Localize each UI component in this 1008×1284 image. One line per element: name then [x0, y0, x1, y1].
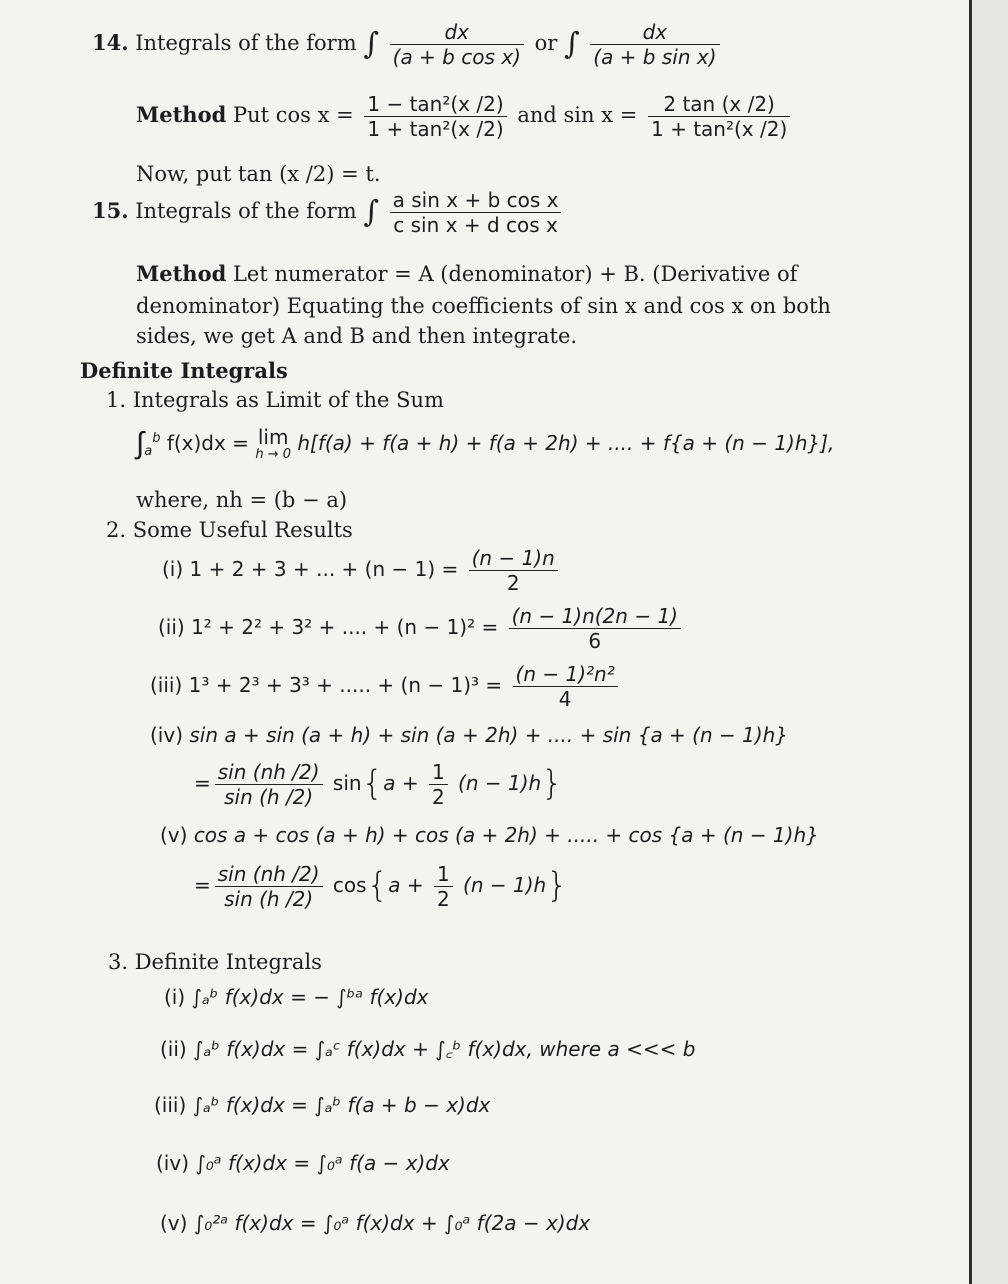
sin-frac-den: 1 + tan²(x /2) [651, 117, 788, 141]
property-iii [154, 1092, 1008, 1119]
sin-frac-num: 2 tan (x /2) [648, 92, 790, 117]
method-label: Method [136, 102, 227, 127]
r5-den: sin (h /2) [224, 887, 314, 911]
item-15-method-line2: denominator) Equating the coefficients of sin x and cos x on both [136, 294, 831, 318]
p5-label: (v) [160, 1211, 188, 1235]
item-14-method [136, 92, 1008, 141]
r5-fn: cos [332, 873, 367, 897]
item15-method-label: Method [136, 261, 227, 286]
section-2-title: 2. Some Useful Results [106, 518, 353, 542]
r3-den: 4 [558, 687, 572, 711]
item-14-number: 14. [92, 30, 129, 55]
p2-label: (ii) [160, 1037, 187, 1061]
definite-integrals-heading: Definite Integrals [80, 358, 288, 383]
item-15-text: Integrals of the form [135, 199, 357, 223]
item-14-now-put: Now, put tan (x /2) = t. [136, 162, 381, 186]
p3-text: ∫ₐᵇ f(x)dx = ∫ₐᵇ f(a + b − x)dx [192, 1093, 491, 1117]
item-15-method-line3: sides, we get A and B and then integrate. [136, 324, 578, 348]
result-iv-rhs: = $\frac{\sin (nh /2)}{\sin (h /2)}$ sin{a + $\frac{1}{2}$ (n − 1)h} [194, 760, 563, 809]
r2-num: (n − 1)n(2n − 1) [509, 604, 681, 629]
r2-label: (ii) [158, 615, 185, 639]
r2-den: 6 [588, 629, 602, 653]
r4-inner-b: (n − 1)h [458, 771, 542, 795]
result-iii [150, 662, 1008, 711]
result-i [162, 546, 1008, 595]
frac2-den: (a + b sin x) [593, 45, 717, 69]
r5-num: sin (nh /2) [215, 862, 323, 887]
item15-frac-den: c sin x + d cos x [393, 213, 558, 237]
result-ii [158, 604, 1008, 653]
p4-text: ∫₀ᵃ f(x)dx = ∫₀ᵃ f(a − x)dx [195, 1151, 450, 1175]
frac1-den: (a + b cos x) [392, 45, 521, 69]
r2-lhs: 1² + 2² + 3² + .... + (n − 1)² = [191, 615, 499, 639]
and-sin: and sin x = [517, 103, 638, 127]
result-iv-lhs [150, 722, 1008, 749]
int-upper: b [152, 431, 161, 447]
section-1-title: 1. Integrals as Limit of the Sum [106, 388, 444, 412]
r1-lhs: 1 + 2 + 3 + ... + (n − 1) = [189, 557, 459, 581]
property-iv [156, 1150, 1008, 1177]
frac1-num: dx [390, 20, 524, 45]
cos-frac-num: 1 − tan²(x /2) [364, 92, 506, 117]
r4-lhs: sin a + sin (a + h) + sin (a + 2h) + .... + sin {a + (n − 1)h} [189, 723, 789, 747]
item-15-number: 15. [92, 198, 129, 223]
r4-half-num: 1 [429, 760, 448, 785]
r4-half-den: 2 [431, 785, 445, 809]
limit-lhs: f(x)dx = [166, 430, 249, 455]
frac2-num: dx [590, 20, 719, 45]
r3-lhs: 1³ + 2³ + 3³ + ..... + (n − 1)³ = [188, 673, 503, 697]
result-v-lhs [160, 822, 1008, 849]
p4-label: (iv) [156, 1151, 189, 1175]
p3-label: (iii) [154, 1093, 187, 1117]
or-word: or [534, 31, 558, 55]
limit-sum-formula: $\int_a^b$ f(x)dx = lim h → 0 h[f(a) + f(a + h) + f(a + 2h) + .... + f{a + (n − 1)h}], [136, 425, 835, 463]
r4-num: sin (nh /2) [215, 760, 323, 785]
r3-num: (n − 1)²n² [513, 662, 618, 687]
item-15-heading: 15. Integrals of the form ∫ $\frac{\text{a sin x + b cos x}}{\text{c sin x + d cos x}}$ [92, 188, 1008, 237]
r4-label: (iv) [150, 723, 183, 747]
r5-lhs: cos a + cos (a + h) + cos (a + 2h) + ..... + cos {a + (n − 1)h} [193, 823, 819, 847]
r4-den: sin (h /2) [224, 785, 314, 809]
property-v [160, 1210, 1008, 1237]
where-nh: where, nh = (b − a) [136, 488, 348, 512]
lim-word: lim [257, 425, 289, 450]
item15-frac-num: a sin x + b cos x [390, 188, 562, 213]
item15-method-text: Let numerator = A (denominator) + B. (Derivative of [232, 262, 798, 286]
p1-text: ∫ₐᵇ f(x)dx = − ∫ᵇᵃ f(x)dx [191, 985, 429, 1009]
r3-label: (iii) [150, 673, 183, 697]
cos-frac-den: 1 + tan²(x /2) [367, 117, 504, 141]
r1-label: (i) [162, 557, 184, 581]
p2-text: ∫ₐᵇ f(x)dx = ∫ₐᶜ f(x)dx + ∫꜀ᵇ f(x)dx, where a <<< b [193, 1037, 696, 1061]
r1-den: 2 [506, 571, 520, 595]
r5-half-den: 2 [436, 887, 450, 911]
section-3-title: 3. Definite Integrals [108, 950, 322, 974]
item-14-heading: 14. Integrals of the form ∫ $\frac{dx}{\text{(a + b cos x)}}$ or ∫ $\frac{dx}{\text{(a + b sin x)}}$ [92, 20, 1008, 69]
r1-num: (n − 1)n [469, 546, 558, 571]
r5-label: (v) [160, 823, 188, 847]
p5-text: ∫₀²ᵃ f(x)dx = ∫₀ᵃ f(x)dx + ∫₀ᵃ f(2a − x)dx [193, 1211, 591, 1235]
item-14-text: Integrals of the form [135, 31, 357, 55]
r5-half-num: 1 [434, 862, 453, 887]
property-i [164, 984, 1008, 1011]
r5-inner-b: (n − 1)h [463, 873, 547, 897]
int-lower: a [144, 443, 153, 459]
r4-fn: sin [332, 771, 362, 795]
r5-inner-a: a + [388, 873, 424, 897]
p1-label: (i) [164, 985, 186, 1009]
item-15-method-line1 [136, 260, 1008, 288]
result-v-rhs: = $\frac{\sin (nh /2)}{\sin (h /2)}$ cos{a + $\frac{1}{2}$ (n − 1)h} [194, 862, 568, 911]
property-ii [160, 1036, 1008, 1063]
r4-inner-a: a + [383, 771, 419, 795]
limit-rhs: h[f(a) + f(a + h) + f(a + 2h) + .... + f{a + (n − 1)h}], [297, 430, 835, 455]
method-put: Put cos x = [232, 103, 354, 127]
lim-sub: h → 0 [255, 447, 291, 463]
